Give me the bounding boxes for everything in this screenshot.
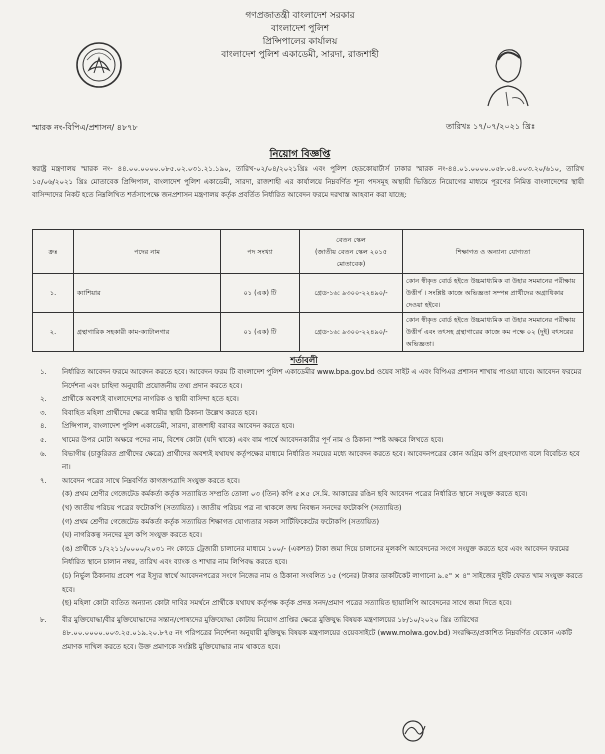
signature-icon [395, 718, 431, 744]
header-post: পদের নাম [74, 230, 221, 274]
row-serial: ২. [33, 313, 74, 352]
item-number: ৪. [40, 422, 47, 431]
item-text: বিবাহিত মহিলা প্রার্থীদের ক্ষেত্রে স্বামীর স্থায়ী ঠিকানা উল্লেখ করতে হবে। [62, 408, 258, 417]
header-pay [300, 230, 403, 274]
list-item [40, 475, 586, 489]
header-pay-line3: মোতাবেক) [336, 259, 366, 268]
header-line-academy: বাংলাদেশ পুলিশ একাডেমী, সারদা, রাজশাহী [221, 50, 379, 60]
row-post: ক্যাশিয়ার [74, 274, 221, 313]
police-emblem-icon [74, 40, 124, 90]
header-pay-line1: বেতন স্কেল [336, 235, 366, 244]
table-row [33, 274, 584, 313]
list-item [40, 448, 586, 475]
sub-item: (খ) জাতীয় পরিচয় পত্রের ফটোকপি (সত্যায়িত) । জাতীয় পরিচয় পত্র না থাকলে জন্ম নিবন্ধন সনদের ফটোকপি (সত্যায়িত) [62, 503, 402, 512]
row-serial: ১. [33, 274, 74, 313]
row-pay: গ্রেড-১৬: ৯৩০০-২২৪৯০/- [300, 313, 403, 352]
item-number: ৫. [40, 435, 47, 444]
sub-item: (গ) প্রথম শ্রেণীর গেজেটেড কর্মকর্তা কর্তৃক সত্যায়িত শিক্ষাগত যোগ্যতার সকল সার্টিফিকেটের ফটোকপি (সত্যায়িত) [62, 517, 380, 526]
memo-number: স্মারক নং-বিপিএ/প্রশাসন/ ৪৮৭৮ [32, 123, 138, 132]
list-item [40, 393, 586, 407]
item-number: ২. [40, 395, 47, 404]
list-item [40, 407, 586, 421]
table-header-row [33, 230, 584, 274]
header-block [150, 10, 450, 62]
item-text: বিভাগীয় (চাকুরিরত প্রার্থীদের ক্ষেত্রে) প্রার্থীদের অবশ্যই যথাযথ কর্তৃপক্ষের মাধ্যমে নির্ধারিত সময়ের মধ্যে আবেদন করতে হবে। আবেদনপত্রের কোন অগ্রিম কপি গ্রহণযোগ্য বলে বিবেচিত হবে না। [62, 449, 580, 472]
item-number: ৬. [40, 449, 47, 458]
item-text: খামের উপর মোটা অক্ষরে পদের নাম, বিশেষ কোটা (যদি থাকে) এবং বাম পার্শ্বে আবেদনকারীর পূর্ণ নাম ও ঠিকানা স্পষ্ট অক্ষরে লিখতে হবে। [62, 435, 444, 444]
item-text: নির্ধারিত আবেদন ফরমে আবেদন করতে হবে। আবেদন ফরম টি বাংলাদেশ পুলিশ একাডেমীর www.bpa.gov.bd ওয়েব সাইট এ এবং বিপিএর প্রশাসন শাখায় পাওয়া যাবে। আবেদন ফরমের নির্দেশনা এবং চাহিদা অনুযায়ী প্রয়োজনীয় তথ্য প্রদান করতে হবে। [62, 368, 582, 390]
row-qualification: কোন স্বীকৃত বোর্ড হইতে উচ্চমাধ্যমিক বা উহার সমমানের পরীক্ষায় উত্তীর্ণ । সংশ্লিষ্ট কাজে অভিজ্ঞতা সম্পন্ন প্রার্থীদের অগ্রাধিকার দেওয়া হইবে। [403, 274, 584, 313]
item-number: ৭. [40, 476, 47, 485]
memo-date: তারিখঃ ১৭/০৭/২০২১ খ্রিঃ [446, 122, 536, 131]
item-text: বীর মুক্তিযোদ্ধা/বীর মুক্তিযোদ্ধাদের সন্তান/পোষ্যদের মুক্তিযোদ্ধা কোটায় নিয়োগ প্রাপ্তির ক্ষেত্রে মুক্তিযুদ্ধ বিষয়ক মন্ত্রণালয়ের ১৮/১০/২০২০ খ্রিঃ তারিখের ৪৮.০০.০০০০.০০৩.২৫.০১৯.২০.৮৭৫ নং পরিপত্রের নির্দেশনা অনুযায়ী মুক্তিযুদ্ধ বিষয়ক মন্ত্রণালয়ের ওয়েবসাইটে (www.molwa.gov.bd) সংরক্ষিত/প্রকাশিত নিম্নবর্ণিত যেকোন একটি প্রমাণক দাখিল করতে হবে। উক্ত প্রমাণকে সংশ্লিষ্ট মুক্তিযোদ্ধার নাম থাকতে হবে। [62, 615, 572, 651]
sub-item: (চ) নির্ভুল ঠিকানায় প্রবেশ পত্র ইস্যুর স্বার্থে আবেদনপত্রের সংগে নিজের নাম ও ঠিকানা সংবলিত ১৫ (পনের) টাকার ডাকটিকেট লাগানো ৯.৫" × ৪" সাইজের দুইটি ফেরত খাম সংযুক্ত করতে হবে। [62, 571, 583, 594]
header-pay-line2: (জাতীয় বেতন স্কেল ২০১৫ [314, 247, 388, 256]
conditions-list [40, 366, 586, 654]
header-serial: ক্রঃ [33, 230, 74, 274]
item-number: ১. [40, 368, 47, 376]
table-row [33, 313, 584, 352]
list-item [40, 434, 586, 448]
sub-item: (ছ) মহিলা কোটা ব্যতিত অন্যান্য কোটা দাবির সমর্থনে প্রার্থীকে যথাযথ কর্তৃপক্ষ কর্তৃক প্রদত্ত সনদ/প্রমাণ পত্রের সত্যায়িত ছায়ালিপি আবেদনের সাথে জমা দিতে হবে। [62, 599, 512, 608]
row-post: গ্রন্থাগারিক সহকারী কাম-ক্যাটালগার [74, 313, 221, 352]
list-item [40, 614, 586, 655]
row-pay: গ্রেড-১৬: ৯৩০০-২২৪৯০/- [300, 274, 403, 313]
header-line-police: বাংলাদেশ পুলিশ [270, 24, 330, 34]
vacancy-table [32, 229, 584, 352]
item-text: আবেদন পত্রের সাথে নিম্নবর্ণিত কাগজপত্রাদি সংযুক্ত করতে হবে। [62, 476, 240, 485]
header-qualification: শিক্ষাগত ও অন্যান্য যোগ্যতা [403, 230, 584, 274]
item-text: প্রার্থীকে অবশ্যই বাংলাদেশের নাগরিক ও স্থায়ী বাসিন্দা হতে হবে। [62, 395, 239, 404]
item-number: ৮. [40, 615, 47, 624]
header-line-office: প্রিন্সিপালের কার্যালয় [262, 37, 338, 47]
list-item [40, 366, 586, 393]
item-text: প্রিন্সিপাল, বাংলাদেশ পুলিশ একাডেমী, সারদা, রাজশাহী বরাবর আবেদন করতে হবে। [62, 422, 295, 431]
row-qualification: কোন স্বীকৃত বোর্ড হইতে উচ্চমাধ্যমিক বা উহার সমমানের পরীক্ষায় উত্তীর্ণ এবং তৎসহ গ্রন্থাগারের কাজে কম পক্ষে ০২ (দুই) বৎসরের অভিজ্ঞতা। [403, 313, 584, 352]
header-count: পদ সংখ্যা [221, 230, 300, 274]
conditions-title: শর্তাবলী [290, 356, 318, 366]
portrait-sketch-icon [478, 40, 536, 112]
item-number: ৩. [40, 408, 47, 417]
sub-item: (ঙ) প্রার্থীকে ১/২২১১/০০০০/২০৩১ নং কোডে ট্রেজারী চালানের মাধ্যমে ১০০/- (একশত) টাকা জমা দিয়ে চালানের মূলকপি আবেদনের সংগে সংযুক্ত করতে হবে এবং আবেদন ফরমের নির্ধারিত স্থানে চালান নম্বর, তারিখ এবং ব্যাংক ও শাখার নাম লিপিবদ্ধ করতে হবে। [62, 544, 570, 567]
list-item [40, 420, 586, 434]
row-count: ০১ (এক) টি [221, 313, 300, 352]
intro-paragraph: স্বরাষ্ট্র মন্ত্রণালয় স্মারক নং- ৪৪.০০.০০০০.০৮৫.০২.০৩১.২১.১৯০, তারিখ-০২/০৪/২০২১খ্রিঃ এবং পুলিশ হেডকোয়ার্টার্স ঢাকার স্মারক নং-৪৪.০১.০০০০.০৫৮.০৪.০০৩.২০/৬১০, তারিখ ১৫/০৬/২০২১ খ্রিঃ মোতাবেক প্রিন্সিপাল, বাংলাদেশ পুলিশ একাডেমী, সারদা, রাজশাহী এর কার্যালয়ে নিম্নবর্ণিত শূন্য পদসমূহ অস্থায়ী ভিত্তিতে নিয়োগের মাধ্যমে পূরণের নিমিত্ত বাংলাদেশের স্থায়ী বাসিন্দাদের নিকট হতে নিম্নলিখিত শর্তসাপেক্ষে জনপ্রশাসন মন্ত্রণালয় কর্তৃক প্রবর্তিত নির্ধারিত আবেদন ফরমে দরখাস্ত আহবান করা যাচ্ছে: [32, 165, 584, 199]
row-count: ০১ (এক) টি [221, 274, 300, 313]
sub-item: (ক) প্রথম শ্রেণীর গেজেটেড কর্মকর্তা কর্তৃক সত্যায়িত সম্প্রতি তোলা ০৩ (তিন) কপি ৫×৫ সে.মি. আকারের রঙিন ছবি আবেদন পত্রের নির্ধারিত স্থানে সংযুক্ত করতে হবে। [62, 490, 528, 499]
header-line-government: গণপ্রজাতন্ত্রী বাংলাদেশ সরকার [245, 11, 355, 21]
page-title: নিয়োগ বিজ্ঞপ্তি [269, 149, 331, 160]
sub-item: (ঘ) নাগরিকত্ব সনদের মূল কপি সংযুক্ত করতে হবে। [62, 531, 202, 540]
